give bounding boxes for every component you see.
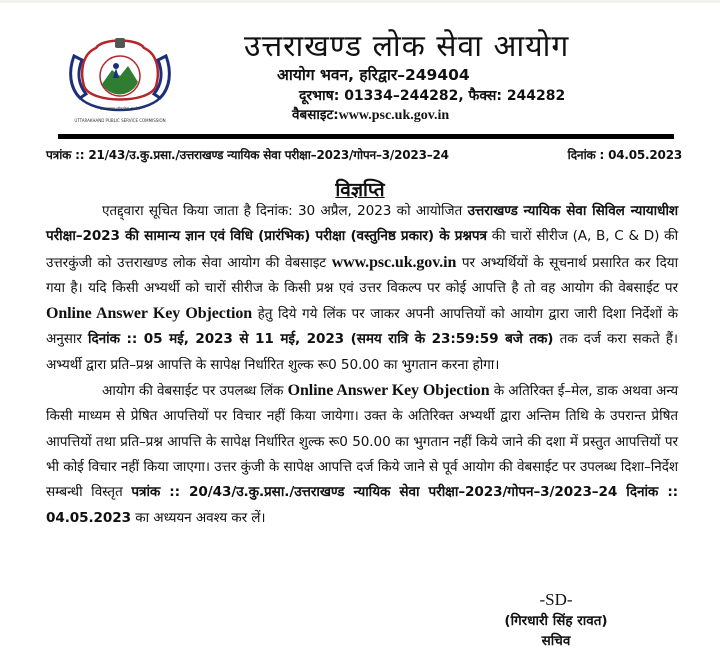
org-phone: दूरभाष: 01334–244282, फैक्स: 244282 <box>299 88 566 104</box>
p2-reference: पत्रांक :: 20/43/उ.कु.प्रसा./उत्तराखण्ड न्यायिक सेवा परीक्षा–2023/गोपन–3/2023–24 दिनांक :: 04.05.2023 <box>46 484 678 526</box>
notice-body <box>46 199 678 531</box>
p1-text-3: पर अभ्यर्थियों के सूचनार्थ प्रसारित कर दिया गया है। यदि किसी अभ्यर्थी को चारों सीरीज के किसी प्रश्न एवं उत्तर विकल्प पर कोई आपत्ति है तो वह आयोग की वेबसाईट पर <box>46 254 678 296</box>
signatory-designation: सचिव <box>541 633 571 649</box>
p1-text-4: हेतु दिये गये लिंक पर जाकर अपनी आपत्तियों को आयोग द्वारा जारी दिशा निर्देशों के अनुसार <box>46 306 678 348</box>
top-band <box>0 0 720 3</box>
website-url[interactable]: www.psc.uk.gov.in <box>338 108 450 123</box>
p1-objection-dates: दिनांक :: 05 मई, 2023 से 11 मई, 2023 (समय रात्रि के 23:59:59 बजे तक) <box>87 331 554 348</box>
p2-text-3: का अध्ययन अवश्य कर लें। <box>131 509 266 526</box>
signatory-name: (गिरधारी सिंह रावत) <box>504 613 608 629</box>
letter-number: पत्रांक :: 21/43/उ.कु.प्रसा./उत्तराखण्ड न्यायिक सेवा परीक्षा–2023/गोपन–3/2023–24 <box>46 148 449 162</box>
org-name: उत्तराखण्ड लोक सेवा आयोग <box>244 29 570 64</box>
p2-objection-link[interactable]: Online Answer Key Objection <box>287 382 490 400</box>
paragraph-2 <box>46 378 678 531</box>
letterhead <box>244 29 668 125</box>
commission-emblem-logo <box>66 32 174 126</box>
signature-sd: -SD- <box>539 590 573 609</box>
letter-date: दिनांक : 04.05.2023 <box>567 148 682 162</box>
notice-title: विज्ञप्ति <box>335 179 385 201</box>
p1-text-1: एतद्द्वारा सूचित किया जाता है दिनांक: 30 अप्रैल, 2023 को आयोजित <box>102 203 468 219</box>
website-label: वैबसाइट: <box>292 107 339 123</box>
org-website <box>292 106 668 125</box>
p1-text-2: की चारों सीरीज (A, B, C & D) की उत्तरकुंजी को उत्तराखण्ड लोक सेवा आयोग की वेबसाइट <box>46 228 678 271</box>
p1-website-link[interactable]: www.psc.uk.gov.in <box>331 253 457 271</box>
reference-line <box>46 146 682 163</box>
signature-block <box>496 589 616 651</box>
p1-objection-link[interactable]: Online Answer Key Objection <box>46 305 253 323</box>
p2-text-1: आयोग की वेबसाईट पर उपलब्ध लिंक <box>102 383 288 400</box>
p1-text-5: तक दर्ज करा सकते हैं। अभ्यर्थी द्वारा प्रति–प्रश्न आपत्ति के सापेक्ष निर्धारित शुल्क रू0 50.00 का भुगतान करना होगा। <box>46 331 678 373</box>
p2-text-2: के अतिरिक्त ई–मेल, डाक अथवा अन्य किसी माध्यम से प्रेषित आपत्तियों पर विचार नहीं किया जायेगा। उक्त के अतिरिक्त अभ्यर्थी द्वारा अन्तिम तिथि के उपरान्त प्रेषित आपत्तियों तथा प्रति–प्रश्न आपत्ति के सापेक्ष निर्धारित शुल्क रू0 50.00 का भुगतान नहीं किये जाने की दशा में प्रस्तुत आपत्तियों पर भी कोई विचार नहीं किया जाएगा। उत्तर कुंजी के सापेक्ष आपत्ति दर्ज किये जाने से पूर्व आयोग की वेबसाईट पर उपलब्ध दिशा–निर्देश सम्बन्धी विस्तृत <box>46 383 678 501</box>
org-address: आयोग भवन, हरिद्वार–249404 <box>277 66 470 84</box>
logo-hindi-text: उत्तराखण्ड लोकसेवा आयोग <box>100 106 140 111</box>
logo-english-text: UTTARAKHAND PUBLIC SERVICE COMMISSION <box>74 118 166 123</box>
paragraph-1 <box>46 199 678 378</box>
p1-exam-name: उत्तराखण्ड न्यायिक सेवा सिविल न्यायाधीश परीक्षा–2023 की सामान्य ज्ञान एवं विधि (प्रारंभिक) परीक्षा (वस्तुनिष्ठ प्रकार) के प्रश्नपत्र <box>46 203 679 245</box>
header-divider <box>58 134 674 139</box>
